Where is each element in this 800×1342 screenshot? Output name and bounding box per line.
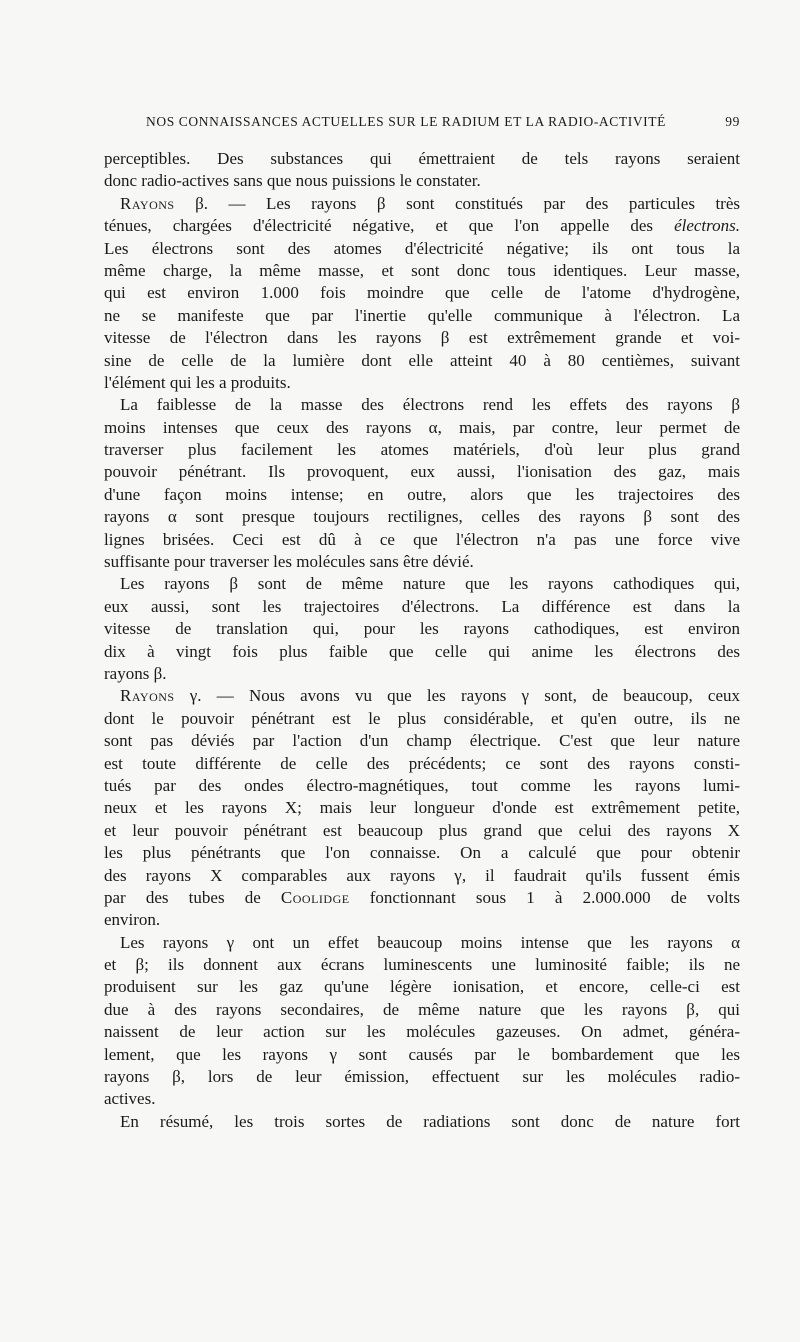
text-line: Les électrons sont des atomes d'électricité négative; ils ont tous la <box>104 238 740 258</box>
text-line: donc radio-actives sans que nous puissions le constater. <box>104 171 481 191</box>
small-caps-text: Coolidge <box>280 887 350 907</box>
text-line: est toute différente de celle des précédents; ce sont des rayons consti- <box>104 753 740 773</box>
text-line: vitesse de translation qui, pour les rayons cathodiques, est environ <box>104 619 740 639</box>
text-line: due à des rayons secondaires, de même nature que les rayons β, qui <box>104 999 740 1019</box>
body-text <box>104 148 740 1133</box>
text-line: eux aussi, sont les trajectoires d'électrons. La différence est dans la <box>104 596 740 616</box>
text-line: l'élément qui les a produits. <box>104 372 291 392</box>
text-line: actives. <box>104 1089 156 1109</box>
italic-text: électrons. <box>674 216 740 236</box>
text-line: vitesse de l'électron dans les rayons β est extrêmement grande et voi- <box>104 328 740 348</box>
page-number: 99 <box>725 114 740 129</box>
text-line: lement, que les rayons γ sont causés par le bombardement que les <box>104 1044 740 1064</box>
text-line: rayons β, lors de leur émission, effectuent sur les molécules radio- <box>104 1067 740 1087</box>
text-line: naissent de leur action sur les molécules gazeuses. On admet, généra- <box>104 1022 740 1042</box>
text-line: et β; ils donnent aux écrans luminescents une luminosité faible; ils ne <box>104 955 740 975</box>
text-line: La faiblesse de la masse des électrons rend les effets des rayons β <box>120 395 740 415</box>
text-line: rayons β. <box>104 663 167 683</box>
text-line: moins intenses que ceux des rayons α, mais, par contre, leur permet de <box>104 417 740 437</box>
text-line <box>104 215 740 237</box>
text-line <box>104 685 740 707</box>
small-caps-text: Rayons <box>120 686 175 706</box>
text-line: même charge, la même masse, et sont donc tous identiques. Leur masse, <box>104 260 740 280</box>
text-line: lignes brisées. Ceci est dû à ce que l'électron n'a pas une force vive <box>104 529 740 549</box>
small-caps-text: Rayons <box>120 193 175 213</box>
text-line: qui est environ 1.000 fois moindre que celle de l'atome d'hydrogène, <box>104 283 740 303</box>
text-line: traverser plus facilement les atomes matériels, d'où leur plus grand <box>104 440 740 460</box>
text-line: pouvoir pénétrant. Ils provoquent, eux aussi, l'ionisation des gaz, mais <box>104 462 740 482</box>
text-line: Les rayons γ ont un effet beaucoup moins intense que les rayons α <box>120 932 740 952</box>
text-line <box>104 193 740 215</box>
text-line: sine de celle de la lumière dont elle atteint 40 à 80 centièmes, suivant <box>104 350 740 370</box>
text-line: des rayons X comparables aux rayons γ, il faudrait qu'ils fussent émis <box>104 865 740 885</box>
text-line: En résumé, les trois sortes de radiations sont donc de nature fort <box>120 1111 740 1131</box>
text-segment: β. — Les rayons β sont constitués par des particules très <box>174 193 740 213</box>
text-line: perceptibles. Des substances qui émettraient de tels rayons seraient <box>104 149 740 168</box>
text-line: Les rayons β sont de même nature que les rayons cathodiques qui, <box>120 574 740 594</box>
text-line: produisent sur les gaz qu'une légère ionisation, et encore, celle-ci est <box>104 977 740 997</box>
text-line: neux et les rayons X; mais leur longueur d'onde est extrêmement petite, <box>104 798 740 818</box>
running-title: NOS CONNAISSANCES ACTUELLES SUR LE RADIUM ET LA RADIO-ACTIVITÉ <box>146 114 666 129</box>
text-segment: par des tubes de <box>104 887 281 907</box>
text-line: les plus pénétrants que l'on connaisse. On a calculé que pour obtenir <box>104 843 740 863</box>
text-line: ne se manifeste que par l'inertie qu'elle communique à l'électron. La <box>104 305 740 325</box>
text-segment: γ. — Nous avons vu que les rayons γ sont, de beaucoup, ceux <box>174 686 740 706</box>
text-line: dix à vingt fois plus faible que celle qui anime les électrons des <box>104 641 740 661</box>
text-line: environ. <box>104 910 161 930</box>
text-line: rayons α sont presque toujours rectilignes, celles des rayons β sont des <box>104 507 740 527</box>
text-line <box>104 887 740 909</box>
text-line: tués par des ondes électro-magnétiques, tout comme les rayons lumi- <box>104 775 740 795</box>
text-segment: ténues, chargées d'électricité négative, et que l'on appelle des <box>104 216 675 236</box>
text-line: suffisante pour traverser les molécules sans être dévié. <box>104 552 474 572</box>
text-segment: fonctionnant sous 1 à 2.000.000 de volts <box>349 887 740 907</box>
text-line: d'une façon moins intense; en outre, alors que les trajectoires des <box>104 484 740 504</box>
text-line: et leur pouvoir pénétrant est beaucoup plus grand que celui des rayons X <box>104 820 740 840</box>
text-line: dont le pouvoir pénétrant est le plus considérable, et qu'en outre, ils ne <box>104 708 740 728</box>
text-line: sont pas déviés par l'action d'un champ électrique. C'est que leur nature <box>104 731 740 751</box>
